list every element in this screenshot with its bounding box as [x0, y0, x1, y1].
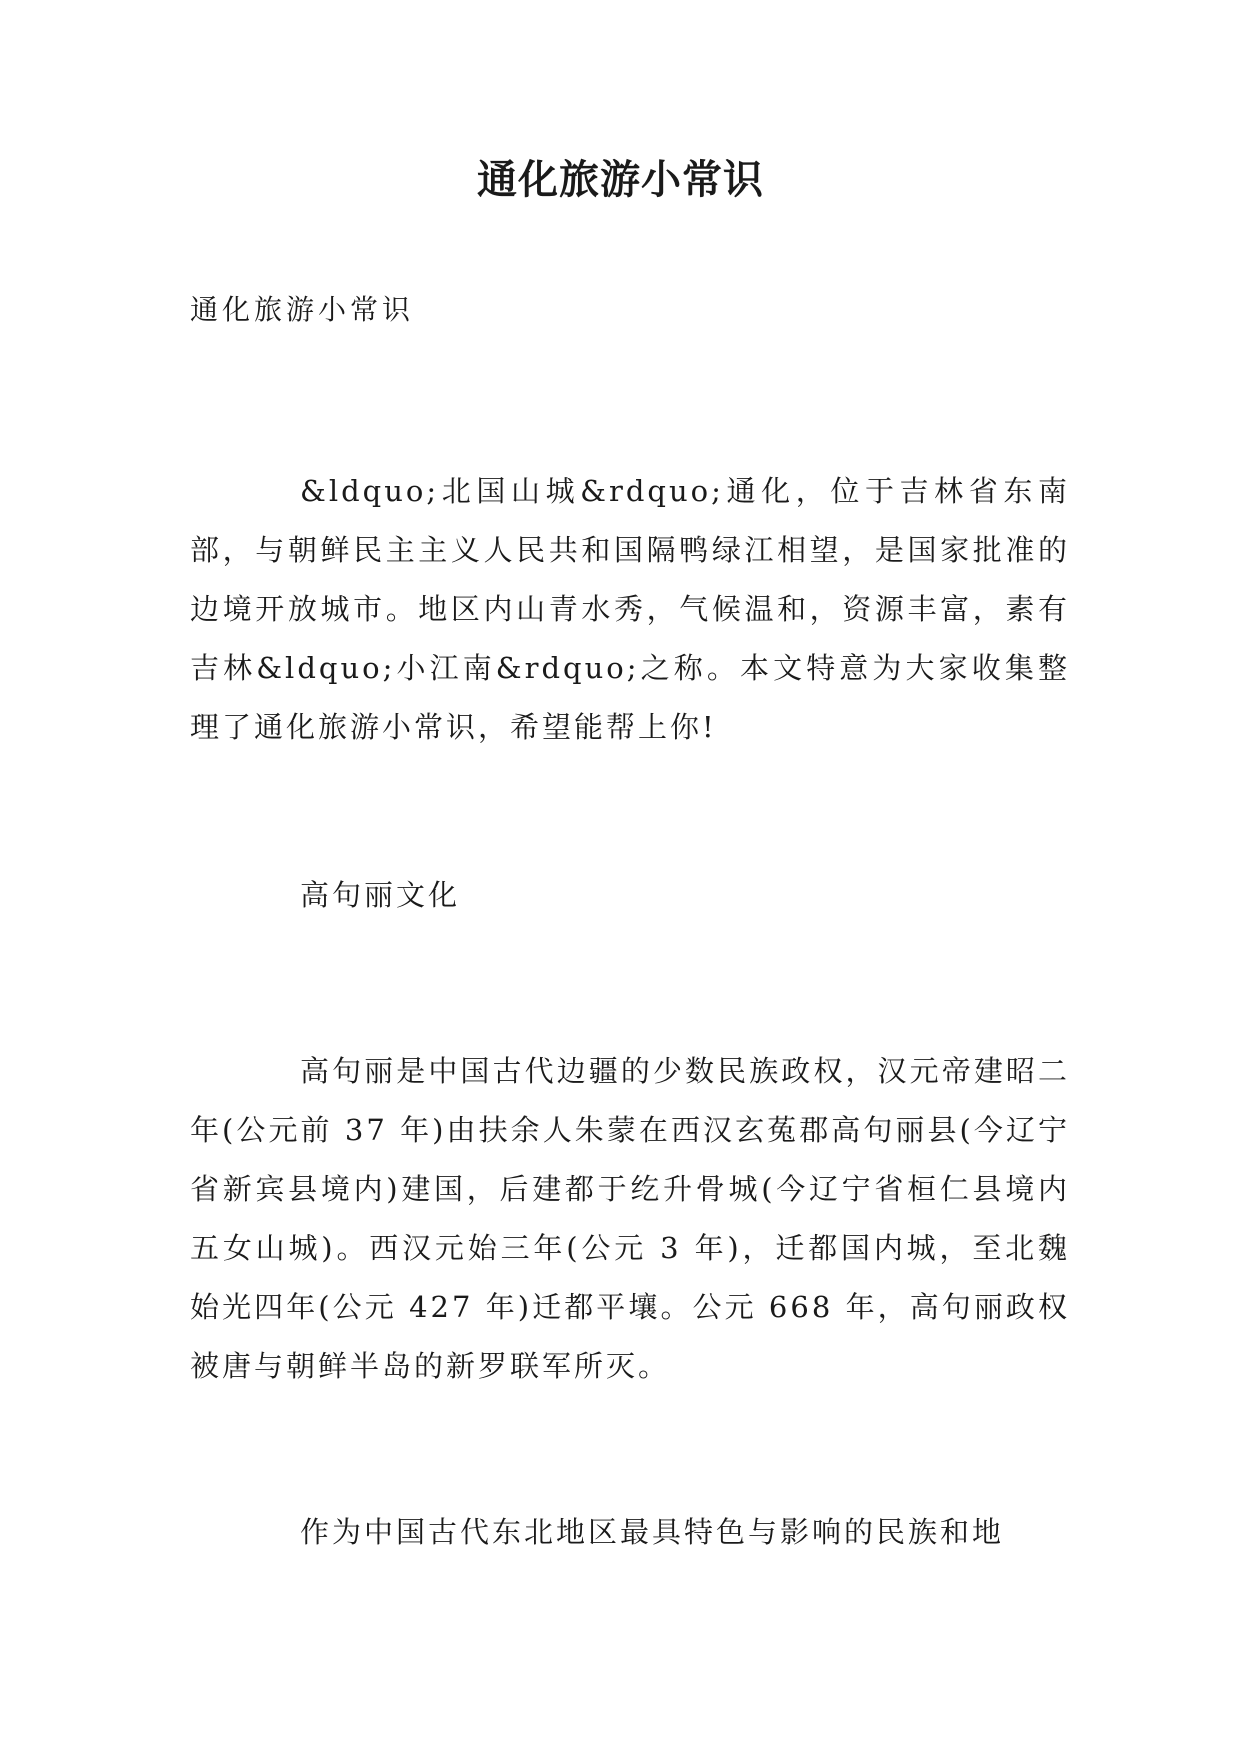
paragraph-continued: 作为中国古代东北地区最具特色与影响的民族和地 — [300, 1515, 1005, 1549]
section-heading: 高句丽文化 — [300, 878, 461, 912]
document-subtitle: 通化旅游小常识 — [190, 293, 415, 326]
paragraph-intro: &ldquo;北国山城&rdquo;通化，位于吉林省东南部，与朝鲜民主主义人民共和国隔鸭绿江相望，是国家批准的边境开放城市。地区内山青水秀，气候温和，资源丰富，素有吉林&ldquo;小江南&rdquo;之称。本文特意为大家收集整理了通化旅游小常识，希望能帮上你! — [190, 474, 1070, 744]
document-title: 通化旅游小常识 — [477, 156, 764, 203]
paragraph-history: 高句丽是中国古代边疆的少数民族政权，汉元帝建昭二年(公元前 37 年)由扶余人朱蒙在西汉玄菟郡高句丽县(今辽宁省新宾县境内)建国，后建都于纥升骨城(今辽宁省桓仁县境内五女山城)。西汉元始三年(公元 3 年)，迁都国内城，至北魏始光四年(公元 427 年)迁都平壤。公元 668 年，高句丽政权被唐与朝鲜半岛的新罗联军所灭。 — [190, 1054, 1070, 1383]
